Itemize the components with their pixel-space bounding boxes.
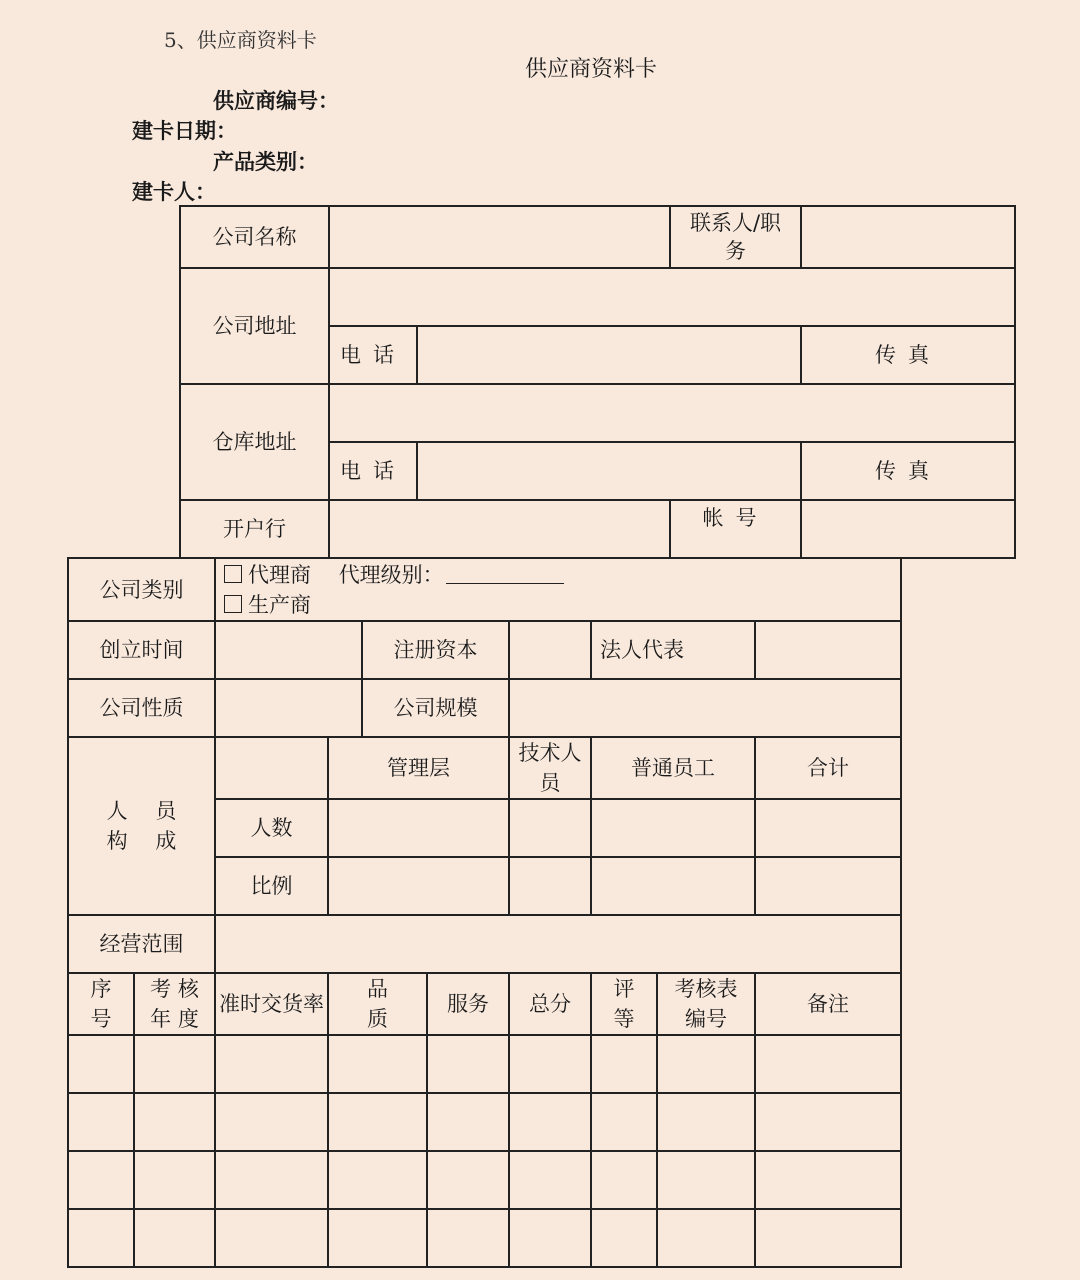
col-ontime-header: 准时交货率 [215, 973, 328, 1035]
manufacturer-checkbox[interactable] [224, 595, 242, 613]
manufacturer-option[interactable]: 生产商 [224, 590, 900, 620]
company-phone-label: 电话 [329, 326, 417, 384]
year-cell[interactable] [134, 1151, 215, 1209]
registered-capital-label: 注册资本 [362, 621, 509, 679]
remarks-cell[interactable] [755, 1151, 901, 1209]
headcount-general-field[interactable] [591, 799, 755, 857]
seq-cell[interactable] [68, 1035, 134, 1093]
card-creator-label: 建卡人： [132, 180, 216, 204]
remarks-cell[interactable] [755, 1035, 901, 1093]
company-name-label: 公司名称 [180, 206, 329, 268]
card-title: 供应商资料卡 [525, 57, 658, 82]
ratio-general-field[interactable] [591, 857, 755, 915]
form-no-cell[interactable] [657, 1151, 755, 1209]
contact-position-label: 联系人/职 务 [670, 206, 801, 268]
agent-level-field[interactable] [446, 563, 564, 584]
card-date-label: 建卡日期： [132, 119, 237, 143]
quality-cell[interactable] [328, 1209, 427, 1267]
total-score-cell[interactable] [509, 1209, 591, 1267]
established-label: 创立时间 [68, 621, 215, 679]
remarks-cell[interactable] [755, 1093, 901, 1151]
grade-cell[interactable] [591, 1151, 657, 1209]
total-score-cell[interactable] [509, 1093, 591, 1151]
company-category-options [215, 558, 901, 621]
headcount-technical-field[interactable] [509, 799, 591, 857]
account-field[interactable] [801, 500, 1015, 558]
company-nature-label: 公司性质 [68, 679, 215, 737]
service-cell[interactable] [427, 1151, 509, 1209]
company-address-field[interactable] [329, 268, 1015, 326]
col-form-no-header: 考核表 编号 [657, 973, 755, 1035]
quality-cell[interactable] [328, 1035, 427, 1093]
grade-cell[interactable] [591, 1209, 657, 1267]
total-score-cell[interactable] [509, 1035, 591, 1093]
company-scale-field[interactable] [509, 679, 901, 737]
ontime-cell[interactable] [215, 1151, 328, 1209]
warehouse-address-field[interactable] [329, 384, 1015, 442]
supplier-info-table [179, 205, 1016, 559]
ontime-cell[interactable] [215, 1035, 328, 1093]
business-scope-label: 经营范围 [68, 915, 215, 973]
table-row [68, 1151, 901, 1209]
company-category-label: 公司类别 [68, 558, 215, 621]
col-remarks-header: 备注 [755, 973, 901, 1035]
seq-cell[interactable] [68, 1209, 134, 1267]
supplier-profile-table [67, 557, 902, 1268]
headcount-management-field[interactable] [328, 799, 509, 857]
table-row [68, 1209, 901, 1267]
ratio-label: 比例 [215, 857, 328, 915]
section-title: 5、供应商资料卡 [164, 28, 317, 52]
company-scale-label: 公司规模 [362, 679, 509, 737]
grade-cell[interactable] [591, 1035, 657, 1093]
supplier-number-label: 供应商编号： [213, 89, 339, 113]
legal-rep-field[interactable] [755, 621, 901, 679]
bank-label: 开户行 [180, 500, 329, 558]
col-quality-header: 品 质 [328, 973, 427, 1035]
year-cell[interactable] [134, 1093, 215, 1151]
quality-cell[interactable] [328, 1093, 427, 1151]
registered-capital-field[interactable] [509, 621, 591, 679]
ratio-total-field[interactable] [755, 857, 901, 915]
warehouse-phone-label: 电话 [329, 442, 417, 500]
year-cell[interactable] [134, 1209, 215, 1267]
staff-composition-label: 人 员 构 成 [68, 737, 215, 915]
technical-header: 技术人员 [509, 737, 591, 799]
service-cell[interactable] [427, 1209, 509, 1267]
service-cell[interactable] [427, 1093, 509, 1151]
staff-corner-cell [215, 737, 328, 799]
established-field[interactable] [215, 621, 362, 679]
headcount-total-field[interactable] [755, 799, 901, 857]
col-year-header: 考 核 年 度 [134, 973, 215, 1035]
total-score-cell[interactable] [509, 1151, 591, 1209]
col-service-header: 服务 [427, 973, 509, 1035]
remarks-cell[interactable] [755, 1209, 901, 1267]
company-fax-label: 传真 [801, 326, 1015, 384]
ontime-cell[interactable] [215, 1093, 328, 1151]
warehouse-address-label: 仓库地址 [180, 384, 329, 500]
company-name-field[interactable] [329, 206, 670, 268]
table-row [68, 1035, 901, 1093]
grade-cell[interactable] [591, 1093, 657, 1151]
ratio-management-field[interactable] [328, 857, 509, 915]
ratio-technical-field[interactable] [509, 857, 591, 915]
warehouse-fax-label: 传真 [801, 442, 1015, 500]
quality-cell[interactable] [328, 1151, 427, 1209]
bank-field[interactable] [329, 500, 670, 558]
company-nature-field[interactable] [215, 679, 362, 737]
contact-position-field[interactable] [801, 206, 1015, 268]
product-category-label: 产品类别： [213, 150, 318, 174]
form-no-cell[interactable] [657, 1093, 755, 1151]
total-header: 合计 [755, 737, 901, 799]
col-total-score-header: 总分 [509, 973, 591, 1035]
management-header: 管理层 [328, 737, 509, 799]
company-phone-field[interactable] [417, 326, 801, 384]
business-scope-field[interactable] [215, 915, 901, 973]
account-label: 帐号 [670, 500, 801, 558]
seq-cell[interactable] [68, 1093, 134, 1151]
seq-cell[interactable] [68, 1151, 134, 1209]
headcount-label: 人数 [215, 799, 328, 857]
agent-checkbox[interactable] [224, 565, 242, 583]
warehouse-phone-field[interactable] [417, 442, 801, 500]
form-no-cell[interactable] [657, 1209, 755, 1267]
year-cell[interactable] [134, 1035, 215, 1093]
col-grade-header: 评 等 [591, 973, 657, 1035]
company-address-label: 公司地址 [180, 268, 329, 384]
legal-rep-label: 法人代表 [591, 621, 755, 679]
col-seq-header: 序 号 [68, 973, 134, 1035]
agent-option[interactable]: 代理商 代理级别： [224, 560, 900, 590]
service-cell[interactable] [427, 1035, 509, 1093]
general-staff-header: 普通员工 [591, 737, 755, 799]
form-no-cell[interactable] [657, 1035, 755, 1093]
table-row [68, 1093, 901, 1151]
ontime-cell[interactable] [215, 1209, 328, 1267]
